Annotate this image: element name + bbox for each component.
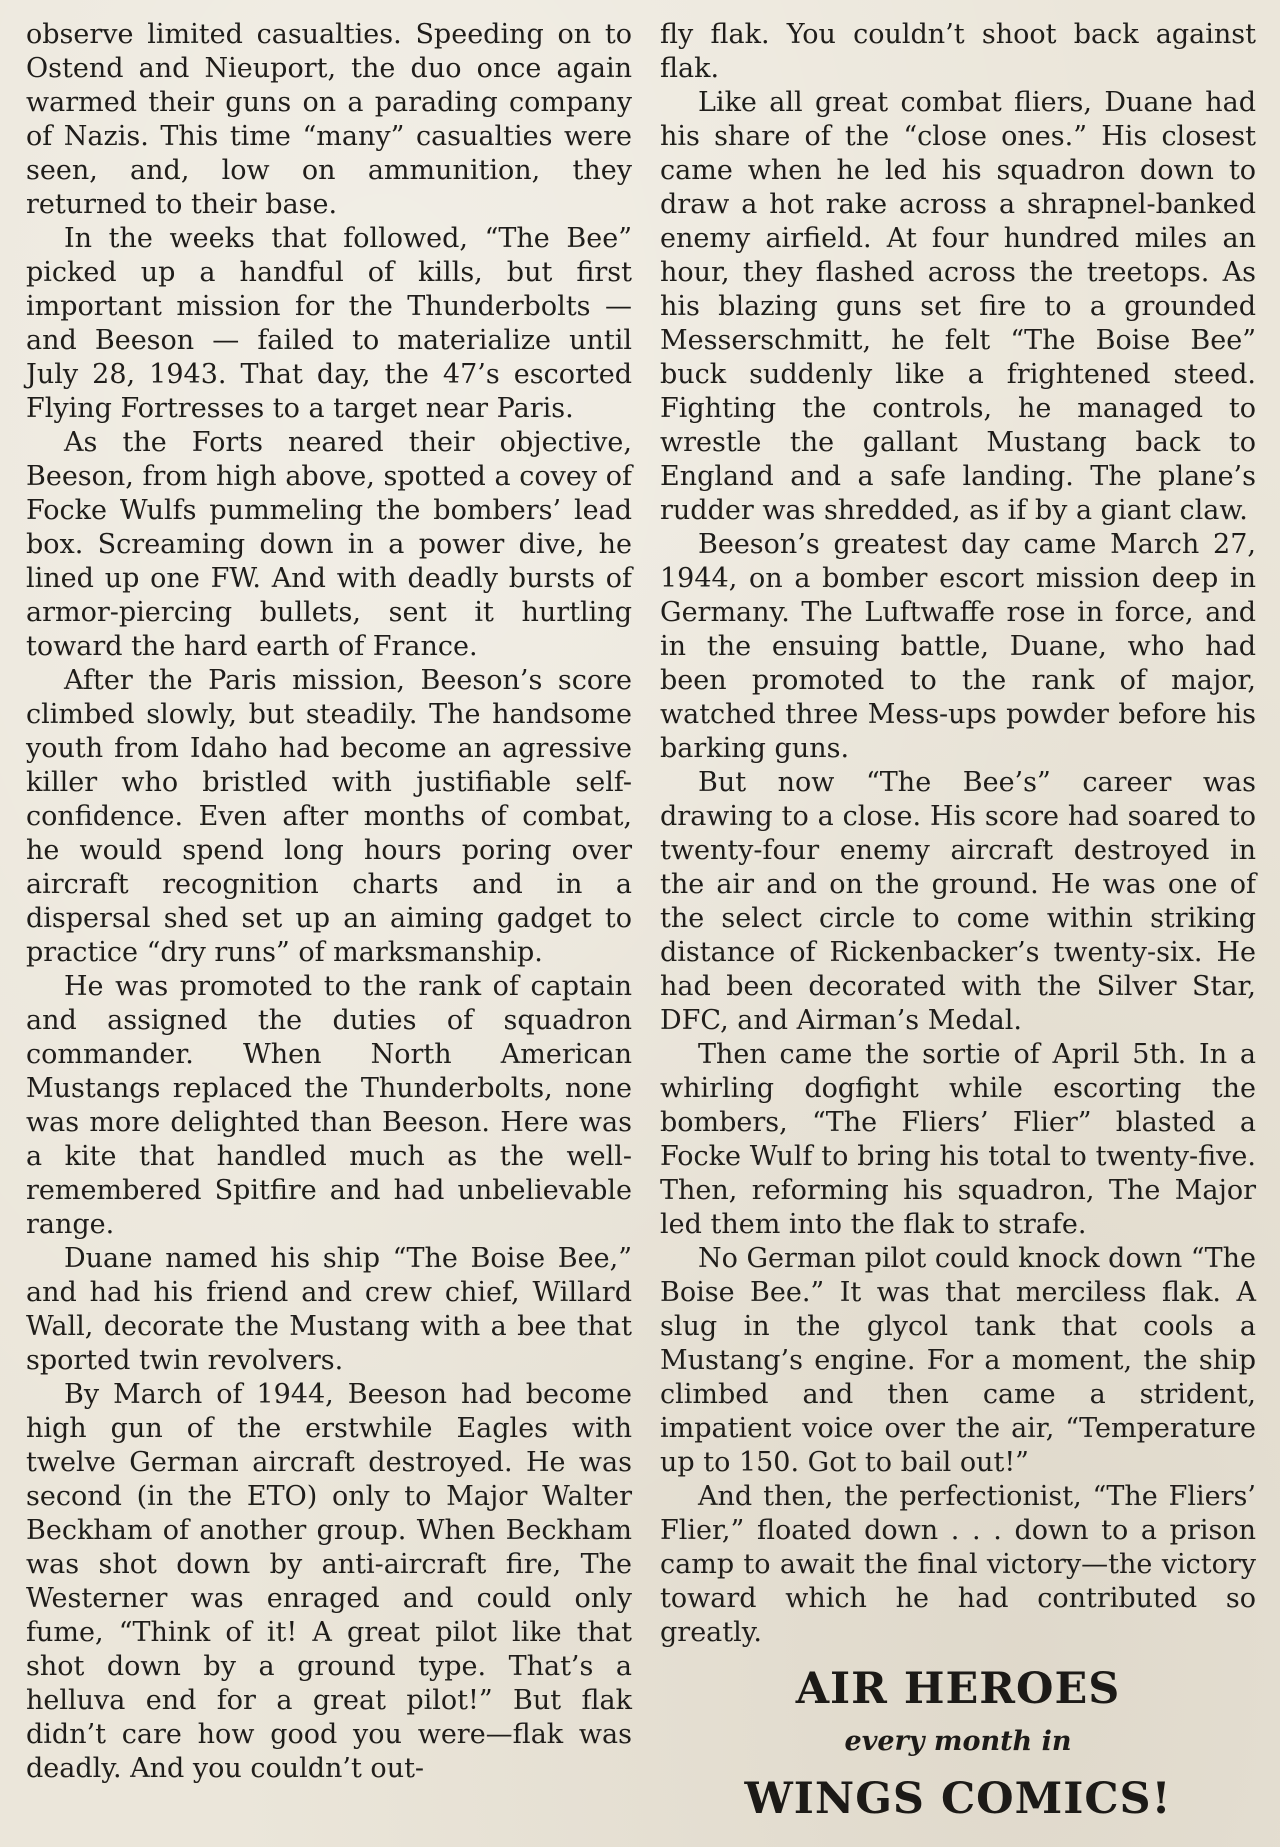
paragraph: He was promoted to the rank of captain and assigned the duties of squadron commander. When North American Mustangs replaced the Thunderbolts, none was more delighted than Beeson. Here was a kite that handled much as the well-remembered Spitfire and had unbelievable range. bbox=[26, 971, 632, 1240]
paragraph: Then came the sortie of April 5th. In a whirling dogfight while escorting the bombers, “The Fliers’ Flier” blasted a Focke Wulf to bring his total to twenty-five. Then, reforming his squadron, The Major led them into the flak to strafe. bbox=[660, 1039, 1256, 1240]
left-text-column bbox=[26, 18, 632, 1786]
paragraph: In the weeks that followed, “The Bee” picked up a handful of kills, but first important mission for the Thunderbolts — and Beeson — failed to materialize until July 28, 1943. That day, the 47’s escorted Flying Fortresses to a target near Paris. bbox=[26, 223, 632, 424]
paragraph: Duane named his ship “The Boise Bee,” and had his friend and crew chief, Willard Wall, decorate the Mustang with a bee that sported twin revolvers. bbox=[26, 1243, 632, 1376]
paragraph: As the Forts neared their objective, Beeson, from high above, spotted a covey of Focke Wulfs pummeling the bombers’ lead box. Screaming down in a power dive, he lined up one FW. And with deadly bursts of armor-piercing bullets, sent it hurtling toward the hard earth of France. bbox=[26, 427, 632, 662]
paragraph: Beeson’s greatest day came March 27, 1944, on a bomber escort mission deep in Germany. The Luftwaffe rose in force, and in the ensuing battle, Duane, who had been promoted to the rank of major, watched three Mess-ups powder before his barking guns. bbox=[660, 529, 1256, 764]
paragraph: No German pilot could knock down “The Boise Bee.” It was that merciless flak. A slug in the glycol tank that cools a Mustang’s engine. For a moment, the ship climbed and then came a strident, impatient voice over the air, “Temperature up to 150. Got to bail out!” bbox=[660, 1243, 1256, 1478]
wings-comics-promo bbox=[660, 1662, 1256, 1830]
paragraph: By March of 1944, Beeson had become high gun of the erstwhile Eagles with twelve German aircraft destroyed. He was second (in the ETO) only to Major Walter Beckham of another group. When Beckham was shot down by anti-aircraft fire, The Westerner was enraged and could only fume, “Think of it! A great pilot like that shot down by a ground type. That’s a helluva end for a great pilot!” But flak didn’t care how good you were—flak was deadly. And you couldn’t out- bbox=[26, 1379, 632, 1784]
promo-subtitle: every month in bbox=[844, 1726, 1072, 1757]
right-text-column bbox=[660, 18, 1256, 1650]
promo-title: AIR HEROES bbox=[795, 1664, 1121, 1714]
promo-publication: WINGS COMICS! bbox=[744, 1774, 1172, 1824]
paragraph: After the Paris mission, Beeson’s score climbed slowly, but steadily. The handsome youth from Idaho had become an agressive killer who bristled with justifiable self-confidence. Even after months of combat, he would spend long hours poring over aircraft recognition charts and in a dispersal shed set up an aiming gadget to practice “dry runs” of marksmanship. bbox=[26, 665, 632, 968]
paragraph: observe limited casualties. Speeding on to Ostend and Nieuport, the duo once again warmed their guns on a parading company of Nazis. This time “many” casualties were seen, and, low on ammunition, they returned to their base. bbox=[26, 19, 632, 220]
paragraph: And then, the perfectionist, “The Fliers’ Flier,” floated down . . . down to a prison camp to await the final victory—the victory toward which he had contributed so greatly. bbox=[660, 1481, 1256, 1648]
paragraph: But now “The Bee’s” career was drawing to a close. His score had soared to twenty-four enemy aircraft destroyed in the air and on the ground. He was one of the select circle to come within striking distance of Rickenbacker’s twenty-six. He had been decorated with the Silver Star, DFC, and Airman’s Medal. bbox=[660, 767, 1256, 1036]
paragraph: Like all great combat fliers, Duane had his share of the “close ones.” His closest came when he led his squadron down to draw a hot rake across a shrapnel-banked enemy airfield. At four hundred miles an hour, they flashed across the treetops. As his blazing guns set fire to a grounded Messerschmitt, he felt “The Boise Bee” buck suddenly like a frightened steed. Fighting the controls, he managed to wrestle the gallant Mustang back to England and a safe landing. The plane’s rudder was shredded, as if by a giant claw. bbox=[660, 87, 1256, 526]
paragraph: fly flak. You couldn’t shoot back against flak. bbox=[660, 19, 1256, 84]
